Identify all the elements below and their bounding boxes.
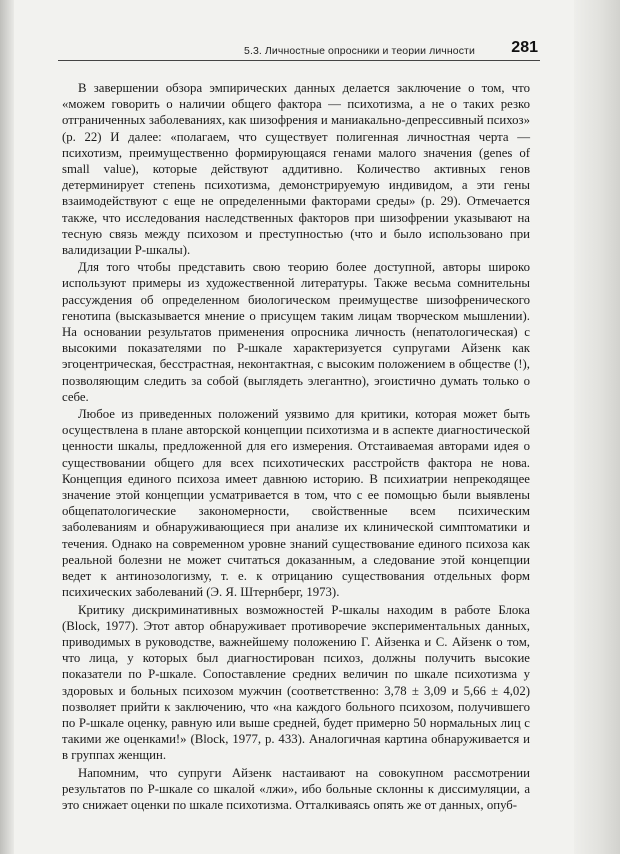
paragraph-1: В завершении обзора эмпирических данных делается заключение о том, что «можем говорить о наличии общего фактора — психотизма, а не о таких резко отграниченных заболеваниях, как шизофрения и маниакально-депрессивный психоз» (р. 22) И далее: «полагаем, что существует полигенная личностная черта — психотизм, преимущественно формирующаяся генами малого значения (genes of small value), которые действуют аддитивно. Количество активных генов детерминирует степень психотизма, демонстрируемую индивидом, а эти гены взаимодействуют с еще не определенными факторами среды» (р. 29). Отмечается также, что исследования наследственных факторов при шизофрении указывают на тесную связь между психозом и преступностью (что и было использовано при валидизации Р-шкалы). xyxy=(62,81,530,258)
page-number: 281 xyxy=(511,39,538,56)
paragraph-5: Напомним, что супруги Айзенк настаивают на совокупном рассмотрении результатов по Р-шкале со шкалой «лжи», ибо больные склонны к диссимуляции, а это снижает оценки по шкале психотизма. Отталкиваясь опять же от данных, опуб- xyxy=(62,765,530,812)
paragraph-3: Любое из приведенных положений уязвимо для критики, которая может быть осуществлена в плане авторской концепции психотизма и в аспекте диагностической ценности шкалы, предложенной для его измерения. Отстаиваемая авторами идея о существовании общего для всех психотических расстройств фактора не нова. Концепция единого психоза имеет давнюю историю. В психиатрии непрекодящее значение этой концепции усматривается в том, что с ее помощью были выявлены общепатологические закономерности, свойственные всем психическим заболеваниям и обнаруживающиеся при анализе их клинической симптоматики и течения. Однако на современном уровне знаний существование единого психоза как реальной болезни не может считаться доказанным, а следование этой концепции ведет к антинозологизму, т. е. к отрицанию существования отдельных форм психических заболеваний (Э. Я. Штернберг, 1973). xyxy=(62,407,530,600)
paragraph-2: Для того чтобы представить свою теорию более доступной, авторы широко используют примеры из художественной литературы. Также весьма сомнительны рассуждения об определенном биологическом преимуществе шизофренического генотипа (высказывается мнение о присущем таким лицам творческом мышлении). На основании результатов применения опросника личность (непатологическая) с высокими показателями по Р-шкале характеризуется супругами Айзенк как эгоцентрическая, бесстрастная, неконтактная, с высоким положением в обществе (!), позволяющим следить за собой (выглядеть элегантно), эгоистично думать только о себе. xyxy=(62,260,530,404)
running-head: 5.3. Личностные опросники и теории личности xyxy=(244,45,475,57)
paragraph-4: Критику дискриминативных возможностей Р-шкалы находим в работе Блока (Block, 1977). Этот автор обнаруживает противоречие экспериментальных данных, приводимых в руководстве, важнейшему положению Г. Айзенка и С. Айзенк о том, что лица, у которых был диагностирован психоз, должны получить высокие показатели по Р-шкале. Сопоставление средних величин по шкале психотизма у здоровых и больных психозом мужчин (соответственно: 3,78 ± 3,09 и 5,66 ± 4,02) позволяет прийти к заключению, что «на каждого больного психозом, получившего по Р-шкале оценку, равную или выше средней, будет примерно 50 нормальных лиц с такими же оценками!» (Block, 1977, р. 433). Аналогичная картина обнаруживается и в группах женщин. xyxy=(62,602,530,763)
page-gutter-shadow xyxy=(0,0,14,854)
page-header xyxy=(58,38,540,61)
page-right-edge xyxy=(574,0,620,854)
body-text xyxy=(62,80,530,813)
